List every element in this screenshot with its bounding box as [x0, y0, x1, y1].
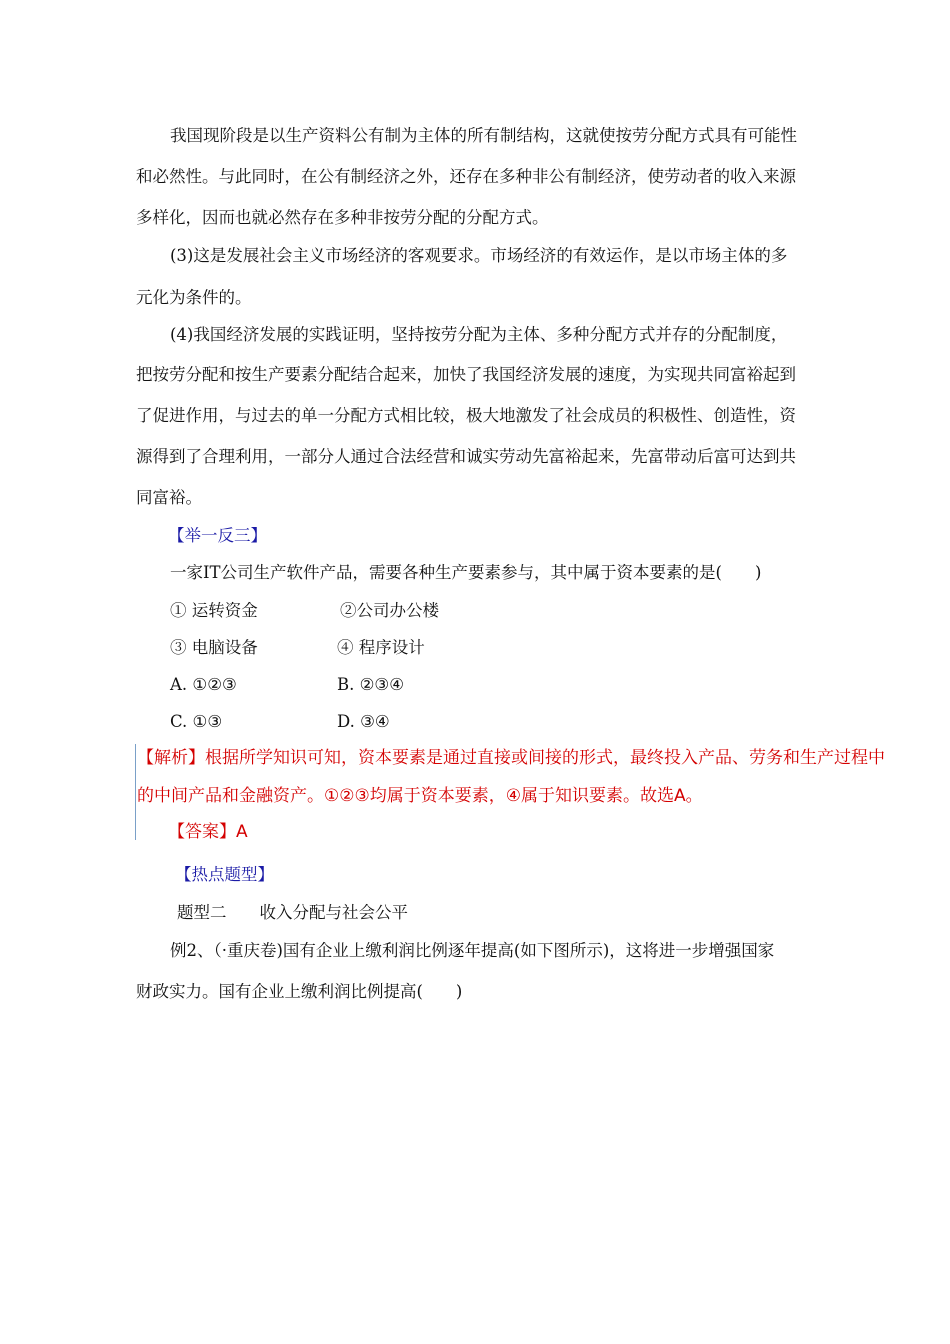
choice-a: A. ①②③ — [170, 675, 237, 694]
question-type-title: 题型二 收入分配与社会公平 — [177, 903, 408, 922]
item-1: ① 运转资金 — [170, 601, 258, 620]
analysis-line-2: 的中间产品和金融资产。①②③均属于资本要素，④属于知识要素。故选A。 — [137, 786, 703, 806]
paragraph-3-line-3: 了促进作用，与过去的单一分配方式相比较，极大地激发了社会成员的积极性、创造性，资 — [136, 406, 796, 425]
item-4: ④ 程序设计 — [337, 638, 425, 657]
example-line-1: 例2、（·重庆卷)国有企业上缴利润比例逐年提高(如下图所示)，这将进一步增强国家 — [170, 941, 775, 960]
paragraph-3-line-4: 源得到了合理利用，一部分人通过合法经营和诚实劳动先富裕起来，先富带动后富可达到共 — [136, 447, 796, 466]
question-text: 一家IT公司生产软件产品，需要各种生产要素参与，其中属于资本要素的是( ) — [170, 563, 762, 582]
paragraph-3-line-2: 把按劳分配和按生产要素分配结合起来，加快了我国经济发展的速度，为实现共同富裕起到 — [136, 365, 796, 384]
item-2: ②公司办公楼 — [340, 601, 439, 620]
analysis-line-1: 【解析】根据所学知识可知，资本要素是通过直接或间接的形式，最终投入产品、劳务和生产过程中 — [137, 748, 885, 768]
analysis-margin-bar — [135, 744, 136, 840]
section-heading-jyfs: 【举一反三】 — [168, 526, 267, 545]
choice-b: B. ②③④ — [337, 675, 404, 694]
choice-d: D. ③④ — [337, 712, 390, 731]
paragraph-2-line-2: 元化为条件的。 — [136, 288, 252, 307]
choice-c: C. ①③ — [170, 712, 223, 731]
paragraph-1-line-2: 和必然性。与此同时，在公有制经济之外，还存在多种非公有制经济，使劳动者的收入来源 — [136, 167, 796, 186]
paragraph-3-line-1: (4)我国经济发展的实践证明，坚持按劳分配为主体、多种分配方式并存的分配制度， — [170, 325, 788, 344]
section-heading-rdtx: 【热点题型】 — [175, 865, 274, 884]
paragraph-1-line-3: 多样化，因而也就必然存在多种非按劳分配的分配方式。 — [136, 208, 549, 227]
item-3: ③ 电脑设备 — [170, 638, 258, 657]
example-line-2: 财政实力。国有企业上缴利润比例提高( ) — [136, 982, 463, 1001]
paragraph-2-line-1: (3)这是发展社会主义市场经济的客观要求。市场经济的有效运作，是以市场主体的多 — [170, 246, 788, 265]
paragraph-3-line-5: 同富裕。 — [136, 488, 202, 507]
paragraph-1-line-1: 我国现阶段是以生产资料公有制为主体的所有制结构，这就使按劳分配方式具有可能性 — [170, 126, 797, 145]
answer-text: 【答案】A — [168, 822, 248, 842]
